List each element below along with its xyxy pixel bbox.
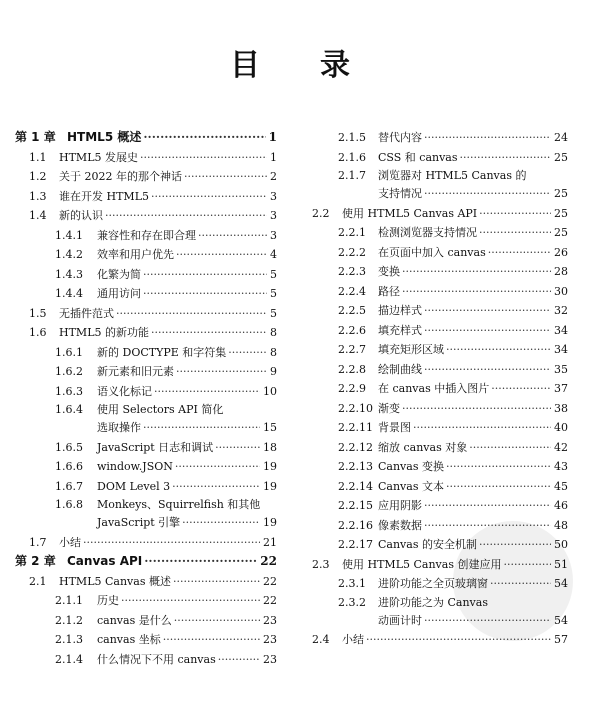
toc-leader <box>479 204 551 224</box>
toc-number: 1.2 <box>29 170 47 183</box>
toc-page-number: 3 <box>270 209 277 222</box>
toc-entry <box>312 611 568 631</box>
toc-page-number: 2 <box>270 170 277 183</box>
toc-leader <box>479 223 551 243</box>
toc-number: 2.2.13 <box>338 460 373 473</box>
toc-number: 1.6.6 <box>55 460 83 473</box>
toc-title: 动画计时 <box>378 613 422 627</box>
toc-entry <box>15 226 277 246</box>
toc-entry <box>312 340 568 360</box>
toc-leader <box>143 128 265 148</box>
toc-page-number: 34 <box>554 323 568 337</box>
toc-title: window.JSON <box>97 460 173 473</box>
toc-page-number: 25 <box>554 206 568 220</box>
toc-number: 1.1 <box>29 150 47 164</box>
toc-entry <box>312 477 568 497</box>
toc-leader <box>163 630 260 650</box>
toc-page-number: 3 <box>270 228 277 242</box>
toc-title: Canvas 文本 <box>378 479 444 493</box>
toc-entry <box>312 594 568 611</box>
toc-page-number: 32 <box>554 304 568 317</box>
title-char-1: 目 <box>230 48 260 83</box>
toc-leader <box>176 245 267 265</box>
toc-number: 2.2.14 <box>338 479 373 493</box>
toc-title: HTML5 的新功能 <box>59 326 149 339</box>
toc-number: 2.2.6 <box>338 323 366 337</box>
toc-entry <box>312 184 568 204</box>
toc-leader <box>173 572 260 592</box>
toc-number: 2.2.10 <box>338 401 373 415</box>
toc-title: 应用阴影 <box>378 499 422 512</box>
toc-entry <box>15 167 277 187</box>
toc-title: 历史 <box>97 594 119 607</box>
toc-entry <box>15 245 277 265</box>
toc-page-number: 4 <box>270 248 277 261</box>
toc-number: 1.6.8 <box>55 498 83 511</box>
toc-number: 2.2.9 <box>338 382 366 395</box>
toc-leader <box>402 399 551 419</box>
toc-number: 1.7 <box>29 535 47 549</box>
toc-title: 在页面中加入 canvas <box>378 245 486 259</box>
toc-page-number: 46 <box>554 499 568 512</box>
toc-title: 浏览器对 HTML5 Canvas 的 <box>378 169 527 182</box>
toc-leader <box>366 630 551 650</box>
toc-title: 填充样式 <box>378 323 422 337</box>
toc-entry <box>15 128 277 148</box>
toc-title: 选取操作 <box>97 421 141 434</box>
toc-title: JavaScript 日志和调试 <box>97 440 214 454</box>
toc-page-number: 37 <box>554 382 568 395</box>
toc-entry <box>15 572 277 592</box>
toc-number: 2.1 <box>29 574 47 588</box>
toc-entry <box>15 477 277 497</box>
toc-title: 化繁为简 <box>97 267 141 281</box>
toc-title: 描边样式 <box>378 304 422 317</box>
toc-number: 1.6.1 <box>55 345 83 359</box>
toc-title: canvas 是什么 <box>97 613 172 627</box>
toc-title: 效率和用户优先 <box>97 248 174 261</box>
toc-entry <box>312 399 568 419</box>
toc-title: Canvas 的安全机制 <box>378 538 477 551</box>
toc-number: 2.2.3 <box>338 265 366 278</box>
toc-left-column <box>15 128 277 669</box>
toc-title: 进阶功能之为 Canvas <box>378 595 488 609</box>
toc-leader <box>218 650 260 670</box>
toc-title: HTML5 发展史 <box>59 150 138 164</box>
toc-title: 兼容性和存在即合理 <box>97 228 196 242</box>
toc-entry <box>312 630 568 650</box>
toc-entry <box>15 206 277 226</box>
toc-leader <box>503 555 551 575</box>
toc-page-number: 8 <box>270 326 277 339</box>
toc-number: 1.6.4 <box>55 403 83 416</box>
toc-number: 2.2.15 <box>338 499 373 512</box>
toc-entry <box>15 513 277 533</box>
toc-leader <box>424 128 551 148</box>
toc-leader <box>144 552 257 572</box>
toc-number: 2.2.11 <box>338 421 373 434</box>
toc-entry <box>15 401 277 418</box>
toc-number: 2.2.16 <box>338 518 373 532</box>
toc-leader <box>198 226 267 246</box>
toc-entry <box>312 243 568 263</box>
toc-leader <box>175 457 260 477</box>
toc-number: 2.2.17 <box>338 538 373 551</box>
toc-leader <box>215 438 260 458</box>
toc-leader <box>184 167 267 187</box>
toc-title: 新的 DOCTYPE 和字符集 <box>97 345 227 359</box>
toc-page-number: 22 <box>263 594 277 607</box>
toc-entry <box>15 438 277 458</box>
toc-leader <box>151 323 267 343</box>
toc-leader <box>424 496 551 516</box>
toc-entry <box>312 223 568 243</box>
toc-page-number: 51 <box>554 557 568 571</box>
toc-title: 新元素和旧元素 <box>97 365 174 378</box>
toc-number: 第 2 章 <box>15 554 56 568</box>
toc-entry <box>312 379 568 399</box>
toc-number: 1.6.7 <box>55 479 83 493</box>
toc-number: 2.2.4 <box>338 284 366 298</box>
toc-leader <box>116 304 267 324</box>
toc-leader <box>121 591 260 611</box>
toc-entry <box>15 533 277 553</box>
toc-leader <box>424 516 551 536</box>
toc-page-number: 54 <box>554 577 568 590</box>
toc-title: 填充矩形区域 <box>378 343 444 356</box>
toc-entry <box>15 591 277 611</box>
toc-title: 进阶功能之全页玻璃窗 <box>378 577 488 590</box>
toc-entry <box>15 362 277 382</box>
toc-entry <box>15 323 277 343</box>
toc-leader <box>446 340 551 360</box>
toc-title: 像素数据 <box>378 518 422 532</box>
toc-leader <box>174 611 260 631</box>
toc-leader <box>402 262 551 282</box>
toc-leader <box>182 513 260 533</box>
toc-entry <box>15 382 277 402</box>
toc-page-number: 15 <box>263 421 277 434</box>
toc-page-number: 25 <box>554 150 568 164</box>
toc-number: 1.4.4 <box>55 287 83 300</box>
toc-number: 1.6.2 <box>55 365 83 378</box>
toc-page-number: 25 <box>554 226 568 239</box>
toc-entry <box>312 438 568 458</box>
toc-entry <box>312 148 568 168</box>
toc-entry <box>15 418 277 438</box>
toc-title: DOM Level 3 <box>97 479 171 493</box>
toc-entry <box>312 555 568 575</box>
toc-leader <box>143 418 260 438</box>
toc-page-number: 10 <box>263 384 277 398</box>
toc-leader <box>460 148 551 168</box>
toc-number: 2.2.7 <box>338 343 366 356</box>
toc-page-number: 22 <box>260 554 277 568</box>
toc-title: JavaScript 引擎 <box>97 516 181 529</box>
toc-leader <box>424 301 551 321</box>
toc-page-number: 35 <box>554 362 568 376</box>
toc-page-number: 40 <box>554 421 568 434</box>
toc-page-number: 23 <box>263 633 277 646</box>
toc-leader <box>413 418 551 438</box>
toc-leader <box>469 438 551 458</box>
toc-entry <box>312 457 568 477</box>
toc-entry <box>312 574 568 594</box>
toc-number: 1.4.1 <box>55 228 83 242</box>
toc-number: 2.4 <box>312 633 330 646</box>
toc-title: 检测浏览器支持情况 <box>378 226 477 239</box>
toc-leader <box>479 535 551 555</box>
toc-leader <box>402 282 551 302</box>
toc-number: 2.2.2 <box>338 245 366 259</box>
toc-title: HTML5 概述 <box>67 130 142 144</box>
toc-entry <box>15 552 277 572</box>
toc-page-number: 21 <box>263 535 277 549</box>
toc-page-number: 57 <box>554 633 568 646</box>
toc-title: 通用访问 <box>97 287 141 300</box>
toc-page-number: 28 <box>554 265 568 278</box>
toc-page-number: 18 <box>263 440 277 454</box>
toc-leader <box>446 457 551 477</box>
toc-number: 第 1 章 <box>15 130 56 144</box>
toc-number: 2.2.12 <box>338 440 373 454</box>
toc-title: 路径 <box>378 284 400 298</box>
toc-number: 2.1.5 <box>338 131 366 144</box>
toc-page-number: 43 <box>554 460 568 473</box>
toc-leader <box>424 611 551 631</box>
toc-number: 1.4.3 <box>55 267 83 281</box>
toc-number: 2.3.1 <box>338 577 366 590</box>
toc-entry <box>312 360 568 380</box>
toc-page-number: 9 <box>270 365 277 378</box>
toc-entry <box>312 496 568 516</box>
toc-page-number: 30 <box>554 284 568 298</box>
toc-title: 使用 Selectors API 简化 <box>97 403 224 416</box>
toc-number: 1.5 <box>29 306 47 320</box>
toc-leader <box>151 187 267 207</box>
toc-leader <box>491 379 551 399</box>
toc-leader <box>424 360 551 380</box>
toc-title: 在 canvas 中插入图片 <box>378 382 490 395</box>
toc-page-number: 45 <box>554 479 568 493</box>
toc-page-number: 26 <box>554 245 568 259</box>
toc-title: canvas 坐标 <box>97 633 161 646</box>
toc-title: Canvas API <box>67 554 143 568</box>
toc-number: 2.2.8 <box>338 362 366 376</box>
toc-number: 2.2 <box>312 206 330 220</box>
toc-number: 2.2.1 <box>338 226 366 239</box>
toc-title: 小结 <box>59 535 81 549</box>
toc-entry <box>312 301 568 321</box>
toc-entry <box>312 321 568 341</box>
toc-number: 2.1.1 <box>55 594 83 607</box>
toc-entry <box>312 418 568 438</box>
toc-title: Canvas 变换 <box>378 460 444 473</box>
toc-entry <box>15 265 277 285</box>
toc-page-number: 8 <box>270 345 277 359</box>
toc-page-number: 19 <box>263 516 277 529</box>
toc-leader <box>176 362 267 382</box>
toc-page-number: 48 <box>554 518 568 532</box>
toc-leader <box>488 243 551 263</box>
toc-entry <box>15 611 277 631</box>
toc-page-number: 19 <box>263 479 277 493</box>
toc-title: 谁在开发 HTML5 <box>59 189 149 203</box>
toc-title: 绘制曲线 <box>378 362 422 376</box>
toc-leader <box>154 382 260 402</box>
toc-leader <box>140 148 267 168</box>
toc-leader <box>143 265 267 285</box>
toc-leader <box>105 206 267 226</box>
toc-entry <box>312 262 568 282</box>
toc-title: 新的认识 <box>59 209 103 222</box>
toc-page-number: 3 <box>270 189 277 203</box>
toc-page-number: 23 <box>263 652 277 666</box>
toc-number: 1.6 <box>29 326 47 339</box>
toc-title: HTML5 Canvas 概述 <box>59 574 171 588</box>
toc-number: 1.6.5 <box>55 440 83 454</box>
toc-title: 背景图 <box>378 421 411 434</box>
toc-entry <box>15 650 277 670</box>
toc-page-number: 34 <box>554 343 568 356</box>
toc-number: 2.1.2 <box>55 613 83 627</box>
toc-title: 使用 HTML5 Canvas 创建应用 <box>342 557 502 571</box>
toc-entry <box>15 148 277 168</box>
toc-page-number: 1 <box>268 130 277 144</box>
toc-title: CSS 和 canvas <box>378 150 458 164</box>
toc-title: 替代内容 <box>378 131 422 144</box>
toc-page-number: 24 <box>554 131 568 144</box>
toc-number: 1.4.2 <box>55 248 83 261</box>
toc-leader <box>172 477 260 497</box>
toc-title: 小结 <box>342 633 364 646</box>
toc-leader <box>83 533 260 553</box>
toc-title: 无插件范式 <box>59 306 114 320</box>
toc-leader <box>424 184 551 204</box>
toc-entry <box>15 343 277 363</box>
toc-number: 2.1.6 <box>338 150 366 164</box>
toc-right-column <box>312 128 568 650</box>
toc-leader <box>424 321 551 341</box>
toc-page-number: 50 <box>554 538 568 551</box>
toc-entry <box>312 128 568 148</box>
toc-page-number: 5 <box>270 267 277 281</box>
toc-page-number: 1 <box>270 150 277 164</box>
toc-entry <box>312 516 568 536</box>
toc-page-number: 38 <box>554 401 568 415</box>
toc-leader <box>446 477 551 497</box>
toc-title: 缩放 canvas 对象 <box>378 440 468 454</box>
toc-title: Monkeys、Squirrelfish 和其他 <box>97 498 261 511</box>
toc-number: 2.3.2 <box>338 595 366 609</box>
toc-entry <box>15 304 277 324</box>
toc-number: 2.3 <box>312 557 330 571</box>
toc-page-number: 5 <box>270 287 277 300</box>
toc-title: 语义化标记 <box>97 384 152 398</box>
toc-entry <box>15 630 277 650</box>
toc-entry <box>312 204 568 224</box>
toc-number: 2.2.5 <box>338 304 366 317</box>
toc-title: 渐变 <box>378 401 400 415</box>
toc-leader <box>228 343 267 363</box>
toc-entry <box>15 496 277 513</box>
toc-page-number: 54 <box>554 613 568 627</box>
toc-page-number: 42 <box>554 440 568 454</box>
toc-entry <box>15 457 277 477</box>
toc-number: 1.3 <box>29 189 47 203</box>
toc-number: 1.6.3 <box>55 384 83 398</box>
toc-page-number: 5 <box>270 306 277 320</box>
toc-title: 使用 HTML5 Canvas API <box>342 206 478 220</box>
toc-entry <box>312 167 568 184</box>
toc-title: 支持情况 <box>378 187 422 200</box>
toc-page-number: 22 <box>263 574 277 588</box>
toc-title: 什么情况下不用 canvas <box>97 652 216 666</box>
title-char-2: 录 <box>320 48 350 83</box>
toc-number: 2.1.4 <box>55 652 83 666</box>
toc-page-number: 25 <box>554 187 568 200</box>
toc-entry <box>312 535 568 555</box>
toc-entry <box>15 187 277 207</box>
toc-number: 2.1.7 <box>338 169 366 182</box>
toc-number: 1.4 <box>29 209 47 222</box>
toc-page-number: 23 <box>263 613 277 627</box>
toc-leader <box>143 284 267 304</box>
toc-page-number: 19 <box>263 460 277 473</box>
toc-entry <box>312 282 568 302</box>
toc-title: 变换 <box>378 265 400 278</box>
toc-leader <box>490 574 551 594</box>
toc-title: 关于 2022 年的那个神话 <box>59 170 182 183</box>
toc-entry <box>15 284 277 304</box>
toc-number: 2.1.3 <box>55 633 83 646</box>
